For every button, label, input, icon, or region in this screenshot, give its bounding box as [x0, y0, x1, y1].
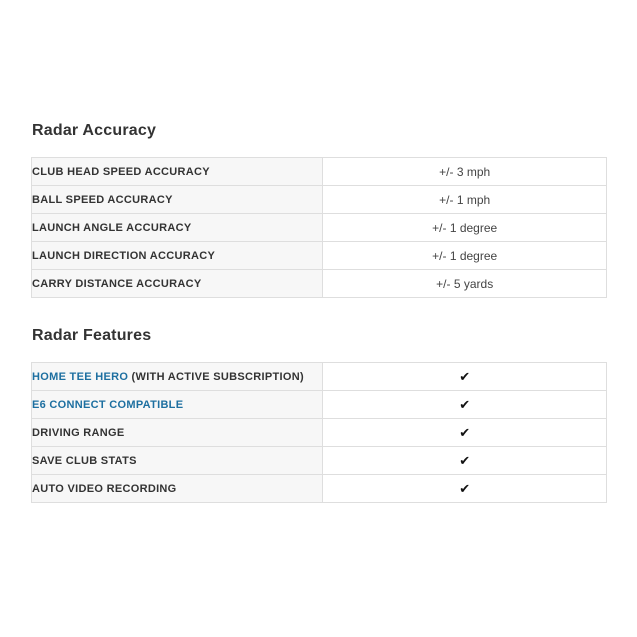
e6-connect-link[interactable]: E6 CONNECT COMPATIBLE [32, 398, 184, 411]
table-row [32, 391, 607, 419]
radar-features-title: Radar Features [32, 327, 152, 344]
spec-value: +/- 1 degree [323, 214, 607, 242]
table-row [32, 419, 607, 447]
spec-content [31, 121, 607, 503]
spec-value: +/- 5 yards [323, 270, 607, 298]
table-row [32, 158, 607, 186]
radar-accuracy-table [31, 157, 607, 298]
spec-value: +/- 1 degree [323, 242, 607, 270]
feature-value [323, 363, 607, 391]
checkmark-icon: ✔ [459, 480, 471, 496]
radar-features-section [31, 326, 607, 503]
feature-label [32, 363, 323, 391]
table-row [32, 363, 607, 391]
checkmark-icon: ✔ [459, 452, 471, 468]
table-row [32, 214, 607, 242]
checkmark-icon: ✔ [459, 368, 471, 384]
table-row [32, 186, 607, 214]
spec-value: +/- 3 mph [323, 158, 607, 186]
feature-value [323, 419, 607, 447]
feature-label: DRIVING RANGE [32, 419, 323, 447]
feature-value [323, 391, 607, 419]
table-row [32, 242, 607, 270]
spec-label: LAUNCH ANGLE ACCURACY [32, 214, 323, 242]
feature-value [323, 447, 607, 475]
spec-label: BALL SPEED ACCURACY [32, 186, 323, 214]
table-row [32, 270, 607, 298]
radar-accuracy-title: Radar Accuracy [32, 122, 157, 139]
feature-label [32, 391, 323, 419]
feature-label: SAVE CLUB STATS [32, 447, 323, 475]
spec-label: CARRY DISTANCE ACCURACY [32, 270, 323, 298]
feature-value [323, 475, 607, 503]
checkmark-icon: ✔ [459, 424, 471, 440]
home-tee-hero-link[interactable]: HOME TEE HERO [32, 370, 129, 383]
table-row [32, 475, 607, 503]
feature-label: AUTO VIDEO RECORDING [32, 475, 323, 503]
table-row [32, 447, 607, 475]
radar-accuracy-section [31, 121, 607, 298]
spec-value: +/- 1 mph [323, 186, 607, 214]
radar-features-table [31, 362, 607, 503]
spec-label: LAUNCH DIRECTION ACCURACY [32, 242, 323, 270]
spec-label: CLUB HEAD SPEED ACCURACY [32, 158, 323, 186]
checkmark-icon: ✔ [459, 396, 471, 412]
feature-label-suffix: (WITH ACTIVE SUBSCRIPTION) [128, 370, 304, 383]
